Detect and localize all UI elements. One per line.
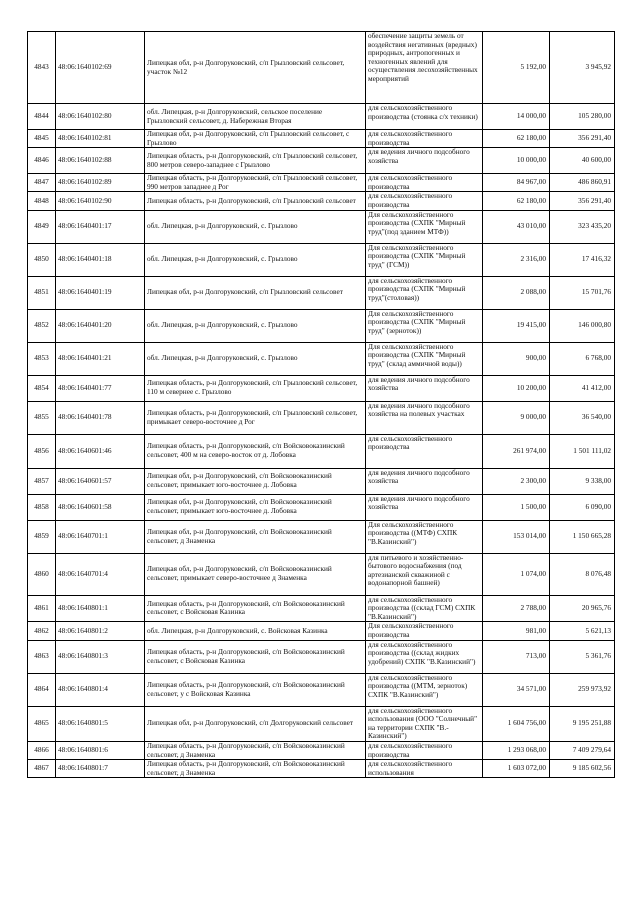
area-cell: 713,00 [483, 640, 550, 673]
row-number-cell: 4850 [28, 243, 56, 276]
cadastral-value-cell: 9 338,00 [550, 468, 615, 494]
cadastral-number-cell: 48:06:1640801:5 [56, 706, 145, 741]
address-cell: обл. Липецкая, р-н Долгоруковский, с. Грызлово [145, 342, 366, 375]
cadastral-value-cell: 259 973,92 [550, 673, 615, 706]
address-cell: обл. Липецкая, р-н Долгоруковский, с. Грызлово [145, 309, 366, 342]
cadastral-number-cell: 48:06:1640801:2 [56, 622, 145, 640]
row-number-cell: 4865 [28, 706, 56, 741]
area-cell: 1 604 756,00 [483, 706, 550, 741]
land-use-cell: Для сельскохозяйственного производства [366, 622, 483, 640]
cadastral-number-cell: 48:06:1640102:69 [56, 32, 145, 104]
land-use-cell: для ведения личного подсобного хозяйства [366, 468, 483, 494]
land-use-cell: для сельскохозяйственного производства (стоянка с/х техники) [366, 104, 483, 130]
address-cell: Липецкая обл, р-н Долгоруковский, с/п Войсковоказинский сельсовет, д Знаменка [145, 520, 366, 553]
area-cell: 62 180,00 [483, 130, 550, 148]
area-cell: 981,00 [483, 622, 550, 640]
cadastral-number-cell: 48:06:1640401:21 [56, 342, 145, 375]
cadastral-number-cell: 48:06:1640102:88 [56, 148, 145, 174]
address-cell: Липецкая область, р-н Долгоруковский, с/п Войсковоказинский сельсовет, 400 м на северо-восток от д. Лобовка [145, 434, 366, 468]
address-cell: Липецкая область, р-н Долгоруковский, с/п Грызловский сельсовет [145, 192, 366, 210]
land-use-cell: для питьевого и хозяйственно-бытового водоснабжения (под артезианской скважиной с водонапорной башней) [366, 553, 483, 595]
cadastral-number-cell: 48:06:1640401:19 [56, 276, 145, 309]
table-row [28, 595, 615, 622]
row-number-cell: 4855 [28, 401, 56, 434]
land-register-page [27, 31, 614, 778]
table-row [28, 468, 615, 494]
cadastral-number-cell: 48:06:1640401:18 [56, 243, 145, 276]
cadastral-value-cell: 40 600,00 [550, 148, 615, 174]
cadastral-number-cell: 48:06:1640801:7 [56, 760, 145, 778]
table-row [28, 706, 615, 741]
cadastral-value-cell: 3 945,92 [550, 32, 615, 104]
table-row [28, 104, 615, 130]
table-row [28, 243, 615, 276]
address-cell: Липецкая область, р-н Долгоруковский, с/п Войсковоказинский сельсовет, у с Войсковая Казинка [145, 673, 366, 706]
land-use-cell: Для сельскохозяйственного производства (СХПК "Мирный труд" (ГСМ)) [366, 243, 483, 276]
area-cell: 1 500,00 [483, 494, 550, 520]
address-cell: Липецкая обл, р-н Долгоруковский, с/п Грызловский сельсовет [145, 276, 366, 309]
cadastral-value-cell: 8 076,48 [550, 553, 615, 595]
area-cell: 5 192,00 [483, 32, 550, 104]
land-use-cell: для сельскохозяйственного использования [366, 760, 483, 778]
row-number-cell: 4866 [28, 741, 56, 759]
row-number-cell: 4862 [28, 622, 56, 640]
cadastral-number-cell: 48:06:1640801:4 [56, 673, 145, 706]
cadastral-value-cell: 5 621,13 [550, 622, 615, 640]
land-use-cell: обеспечение защиты земель от воздействия негативных (вредных) природных, антропогенных и техногенных явлений для осуществления лесохозяйственных мероприятий [366, 32, 483, 104]
address-cell: Липецкая обл, р-н Долгоруковский, с/п Войсковоказинский сельсовет, примыкает юго-восточнее д. Лобовка [145, 494, 366, 520]
row-number-cell: 4853 [28, 342, 56, 375]
land-use-cell: для сельскохозяйственного производства [366, 192, 483, 210]
address-cell: обл. Липецкая, р-н Долгоруковский, с. Грызлово [145, 243, 366, 276]
address-cell: Липецкая обл, р-н Долгоруковский, с/п Войсковоказинский сельсовет, примыкает северо-восточнее д Знаменка [145, 553, 366, 595]
row-number-cell: 4848 [28, 192, 56, 210]
cadastral-number-cell: 48:06:1640401:20 [56, 309, 145, 342]
address-cell: Липецкая область, р-н Долгоруковский, с/п Грызловский сельсовет, примыкает северо-восточнее д Рог [145, 401, 366, 434]
row-number-cell: 4861 [28, 595, 56, 622]
area-cell: 2 300,00 [483, 468, 550, 494]
address-cell: Липецкая область, р-н Долгоруковский, с/п Грызловский сельсовет, 990 метров западнее д Рог [145, 174, 366, 192]
cadastral-value-cell: 356 291,40 [550, 192, 615, 210]
cadastral-number-cell: 48:06:1640601:58 [56, 494, 145, 520]
land-use-cell: для сельскохозяйственного производства [366, 174, 483, 192]
row-number-cell: 4863 [28, 640, 56, 673]
land-use-cell: для ведения личного подсобного хозяйства [366, 148, 483, 174]
table-row [28, 494, 615, 520]
row-number-cell: 4846 [28, 148, 56, 174]
table-row [28, 130, 615, 148]
cadastral-value-cell: 17 416,32 [550, 243, 615, 276]
cadastral-value-cell: 105 280,00 [550, 104, 615, 130]
cadastral-number-cell: 48:06:1640401:78 [56, 401, 145, 434]
address-cell: Липецкая область, р-н Долгоруковский, с/п Войсковоказинский сельсовет, с Войсковая Казинка [145, 595, 366, 622]
area-cell: 10 200,00 [483, 375, 550, 401]
land-use-cell: для сельскохозяйственного производства [366, 741, 483, 759]
row-number-cell: 4859 [28, 520, 56, 553]
land-use-cell: для ведения личного подсобного хозяйства [366, 375, 483, 401]
table-row [28, 673, 615, 706]
cadastral-value-cell: 41 412,00 [550, 375, 615, 401]
cadastral-number-cell: 48:06:1640601:46 [56, 434, 145, 468]
table-row [28, 553, 615, 595]
area-cell: 9 000,00 [483, 401, 550, 434]
table-row [28, 276, 615, 309]
cadastral-value-cell: 146 000,80 [550, 309, 615, 342]
land-use-cell: Для сельскохозяйственного производства (СХПК "Мирный труд" (склад аммичной воды)) [366, 342, 483, 375]
table-row [28, 375, 615, 401]
row-number-cell: 4858 [28, 494, 56, 520]
area-cell: 14 000,00 [483, 104, 550, 130]
land-use-cell: для сельскохозяйственного производства ((МТМ, зерноток) СХПК "В.Казинский") [366, 673, 483, 706]
land-use-cell: для сельскохозяйственного использования (ООО "Солнечный" на территории СХПК "В.-Казинский") [366, 706, 483, 741]
land-use-cell: для ведения личного подсобного хозяйства [366, 494, 483, 520]
cadastral-value-cell: 5 361,76 [550, 640, 615, 673]
address-cell: Липецкая область, р-н Долгоруковский, с/п Войсковоказинский сельсовет, с Войсковая Казинка [145, 640, 366, 673]
land-use-cell: Для сельскохозяйственного производства (СХПК "Мирный труд" (зерноток)) [366, 309, 483, 342]
table-row [28, 192, 615, 210]
table-row [28, 342, 615, 375]
address-cell: Липецкая область, р-н Долгоруковский, с/п Войсковоказинский сельсовет, д Знаменка [145, 741, 366, 759]
land-use-cell: для сельскохозяйственного производства ((склад ГСМ) СХПК "В.Казинский") [366, 595, 483, 622]
area-cell: 1 074,00 [483, 553, 550, 595]
area-cell: 2 788,00 [483, 595, 550, 622]
cadastral-value-cell: 486 860,91 [550, 174, 615, 192]
area-cell: 34 571,00 [483, 673, 550, 706]
area-cell: 2 088,00 [483, 276, 550, 309]
cadastral-value-cell: 9 185 602,56 [550, 760, 615, 778]
table-row [28, 622, 615, 640]
row-number-cell: 4845 [28, 130, 56, 148]
row-number-cell: 4864 [28, 673, 56, 706]
cadastral-number-cell: 48:06:1640102:89 [56, 174, 145, 192]
cadastral-number-cell: 48:06:1640801:1 [56, 595, 145, 622]
area-cell: 19 415,00 [483, 309, 550, 342]
area-cell: 62 180,00 [483, 192, 550, 210]
land-use-cell: Для сельскохозяйственного производства (СХПК "Мирный труд"(под зданием МТФ)) [366, 210, 483, 243]
cadastral-number-cell: 48:06:1640102:90 [56, 192, 145, 210]
address-cell: Липецкая область, р-н Долгоруковский, с/п Войсковоказинский сельсовет, д Знаменка [145, 760, 366, 778]
cadastral-number-cell: 48:06:1640801:6 [56, 741, 145, 759]
area-cell: 10 000,00 [483, 148, 550, 174]
cadastral-value-cell: 36 540,00 [550, 401, 615, 434]
table-row [28, 148, 615, 174]
cadastral-number-cell: 48:06:1640801:3 [56, 640, 145, 673]
address-cell: Липецкая обл, р-н Долгоруковский, с/п Войсковоказинский сельсовет, примыкает юго-восточнее д. Лобовка [145, 468, 366, 494]
row-number-cell: 4843 [28, 32, 56, 104]
table-row [28, 741, 615, 759]
table-row [28, 640, 615, 673]
area-cell: 2 316,00 [483, 243, 550, 276]
area-cell: 1 603 072,00 [483, 760, 550, 778]
address-cell: Липецкая обл, р-н Долгоруковский, с/п Грызловский сельсовет, с Грызлово [145, 130, 366, 148]
table-row [28, 760, 615, 778]
land-use-cell: для сельскохозяйственного производства [366, 130, 483, 148]
table-row [28, 520, 615, 553]
area-cell: 1 293 068,00 [483, 741, 550, 759]
row-number-cell: 4852 [28, 309, 56, 342]
address-cell: Липецкая область, р-н Долгоруковский, с/п Грызловский сельсовет, 800 метров северо-западнее с Грызлово [145, 148, 366, 174]
row-number-cell: 4849 [28, 210, 56, 243]
cadastral-value-cell: 356 291,40 [550, 130, 615, 148]
row-number-cell: 4847 [28, 174, 56, 192]
row-number-cell: 4867 [28, 760, 56, 778]
cadastral-value-cell: 1 501 111,02 [550, 434, 615, 468]
table-row [28, 309, 615, 342]
land-use-cell: для ведения личного подсобного хозяйства на полевых участках [366, 401, 483, 434]
cadastral-number-cell: 48:06:1640102:81 [56, 130, 145, 148]
cadastral-value-cell: 9 195 251,88 [550, 706, 615, 741]
cadastral-value-cell: 6 090,00 [550, 494, 615, 520]
table-row [28, 434, 615, 468]
area-cell: 261 974,00 [483, 434, 550, 468]
cadastral-value-cell: 20 965,76 [550, 595, 615, 622]
table-row [28, 32, 615, 104]
row-number-cell: 4860 [28, 553, 56, 595]
table-row [28, 210, 615, 243]
area-cell: 153 014,00 [483, 520, 550, 553]
cadastral-value-cell: 7 409 279,64 [550, 741, 615, 759]
area-cell: 84 967,00 [483, 174, 550, 192]
cadastral-value-cell: 15 701,76 [550, 276, 615, 309]
address-cell: обл. Липецкая, р-н Долгоруковский, с. Войсковая Казинка [145, 622, 366, 640]
row-number-cell: 4844 [28, 104, 56, 130]
address-cell: Липецкая область, р-н Долгоруковский, с/п Грызловский сельсовет, 110 м севернее с. Грызлово [145, 375, 366, 401]
address-cell: Липецкая обл, р-н Долгоруковский, с/п Долгоруковский сельсовет [145, 706, 366, 741]
table-row [28, 174, 615, 192]
row-number-cell: 4851 [28, 276, 56, 309]
cadastral-value-cell: 1 150 665,28 [550, 520, 615, 553]
area-cell: 43 010,00 [483, 210, 550, 243]
cadastral-number-cell: 48:06:1640701:4 [56, 553, 145, 595]
land-plots-table [27, 31, 615, 778]
cadastral-number-cell: 48:06:1640102:80 [56, 104, 145, 130]
land-use-cell: Для сельскохозяйственного производства ((МТФ) СХПК "В.Казинский") [366, 520, 483, 553]
cadastral-value-cell: 323 435,20 [550, 210, 615, 243]
cadastral-value-cell: 6 768,00 [550, 342, 615, 375]
address-cell: обл. Липецкая, р-н Долгоруковский, сельское поселение Грызловский сельсовет, д. Набережная Вторая [145, 104, 366, 130]
cadastral-number-cell: 48:06:1640601:57 [56, 468, 145, 494]
cadastral-number-cell: 48:06:1640401:17 [56, 210, 145, 243]
row-number-cell: 4856 [28, 434, 56, 468]
table-body [28, 32, 615, 778]
row-number-cell: 4854 [28, 375, 56, 401]
cadastral-number-cell: 48:06:1640401:77 [56, 375, 145, 401]
land-use-cell: для сельскохозяйственного производства [366, 434, 483, 468]
land-use-cell: для сельскохозяйственного производства (СХПК "Мирный труд"(столовая)) [366, 276, 483, 309]
area-cell: 900,00 [483, 342, 550, 375]
address-cell: обл. Липецкая, р-н Долгоруковский, с. Грызлово [145, 210, 366, 243]
table-row [28, 401, 615, 434]
row-number-cell: 4857 [28, 468, 56, 494]
land-use-cell: для сельскохозяйственного производства ((склад жидких удобрений) СХПК "В.Казинский") [366, 640, 483, 673]
address-cell: Липецкая обл, р-н Долгоруковский, с/п Грызловский сельсовет, участок №12 [145, 32, 366, 104]
cadastral-number-cell: 48:06:1640701:1 [56, 520, 145, 553]
